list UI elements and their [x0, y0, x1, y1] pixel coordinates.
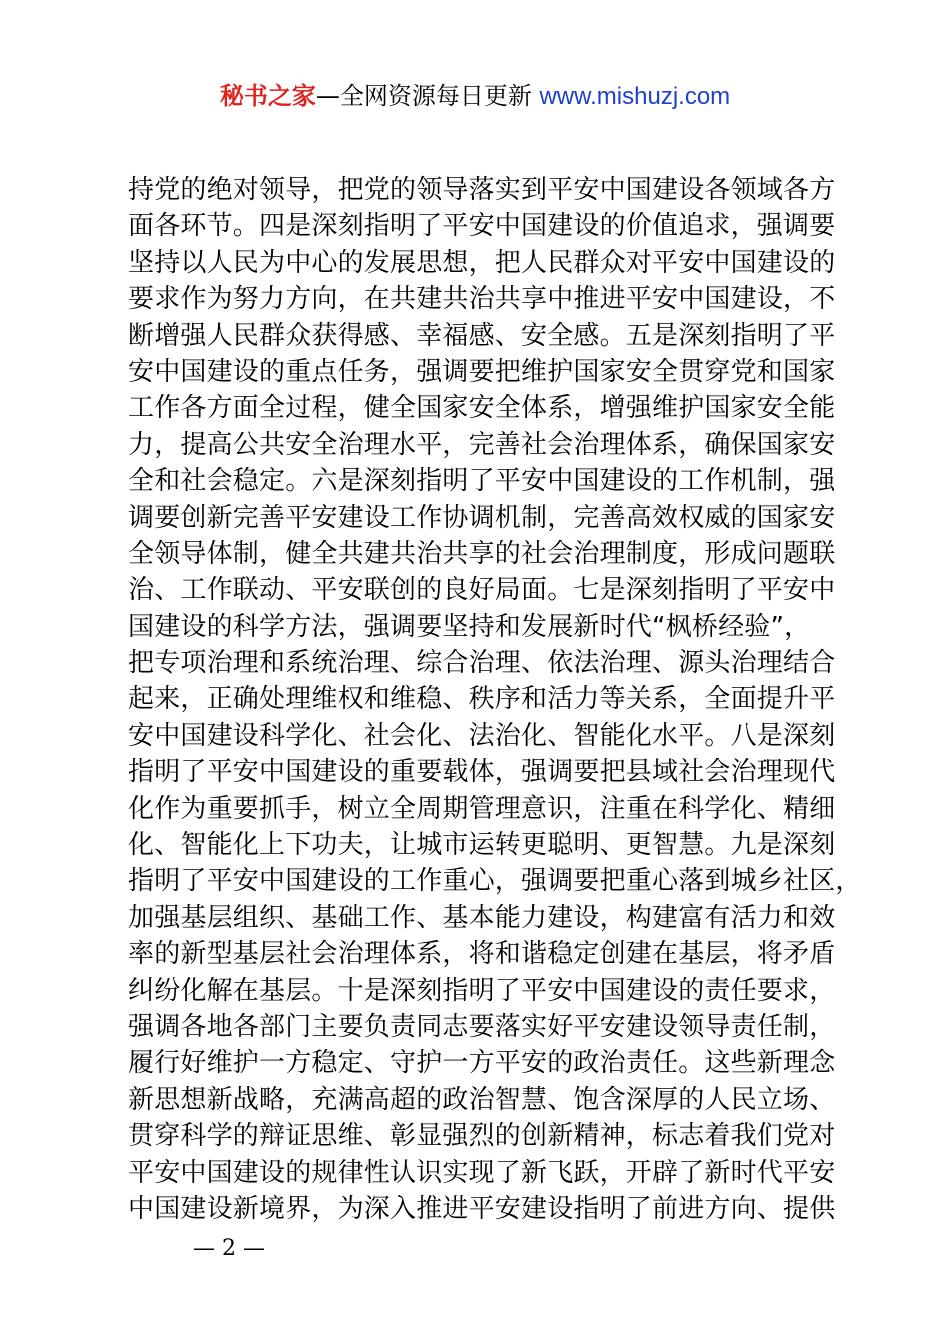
site-tagline: —全网资源每日更新 [315, 82, 532, 110]
body-text-line: 贯穿科学的辩证思维、彰显强烈的创新精神，标志着我们党对 [128, 1121, 836, 1152]
body-text-line: 强调各地各部门主要负责同志要落实好平安建设领导责任制， [128, 1011, 836, 1042]
site-brand-name: 秘书之家 [219, 82, 316, 110]
body-text-line: 断增强人民群众获得感、幸福感、安全感。五是深刻指明了平 [128, 320, 836, 351]
body-text-line: 力，提高公共安全治理水平，完善社会治理体系，确保国家安 [128, 429, 836, 460]
body-text-line: 治、工作联动、平安联创的良好局面。七是深刻指明了平安中 [128, 575, 836, 606]
body-text-line: 安中国建设的重点任务，强调要把维护国家安全贯穿党和国家 [128, 356, 836, 387]
body-text-line: 国建设的科学方法，强调要坚持和发展新时代“枫桥经验”， [128, 611, 811, 642]
site-url-link[interactable]: www.mishuzj.com [539, 83, 731, 110]
body-text-line: 指明了平安中国建设的工作重心，强调要把重心落到城乡社区， [128, 866, 862, 897]
body-text-line: 全领导体制，健全共建共治共享的社会治理制度，形成问题联 [128, 538, 836, 569]
body-text-line: 指明了平安中国建设的重要载体，强调要把县域社会治理现代 [128, 757, 836, 788]
body-text-line: 纠纷化解在基层。十是深刻指明了平安中国建设的责任要求， [128, 975, 836, 1006]
site-banner [0, 80, 950, 113]
body-text-line: 加强基层组织、基础工作、基本能力建设，构建富有活力和效 [128, 902, 836, 933]
body-text-line: 中国建设新境界，为深入推进平安建设指明了前进方向、提供 [128, 1193, 836, 1224]
body-text-line: 化、智能化上下功夫，让城市运转更聪明、更智慧。九是深刻 [128, 830, 836, 861]
body-text-line: 坚持以人民为中心的发展思想，把人民群众对平安中国建设的 [128, 247, 836, 278]
page-number: — 2 — [193, 1236, 265, 1261]
body-text-line: 率的新型基层社会治理体系，将和谐稳定创建在基层，将矛盾 [128, 939, 836, 970]
body-text-line: 化作为重要抓手，树立全周期管理意识，注重在科学化、精细 [128, 793, 836, 824]
body-text-line: 持党的绝对领导，把党的领导落实到平安中国建设各领域各方 [128, 175, 836, 205]
body-text-line: 面各环节。四是深刻指明了平安中国建设的价值追求，强调要 [128, 211, 836, 242]
body-text-line: 调要创新完善平安建设工作协调机制，完善高效权威的国家安 [128, 502, 836, 533]
body-text-line: 安中国建设科学化、社会化、法治化、智能化水平。八是深刻 [128, 720, 836, 751]
body-text-line: 平安中国建设的规律性认识实现了新飞跃，开辟了新时代平安 [128, 1157, 836, 1188]
body-text-line: 起来，正确处理维权和维稳、秩序和活力等关系，全面提升平 [128, 684, 836, 715]
body-text-line: 工作各方面全过程，健全国家安全体系，增强维护国家安全能 [128, 393, 836, 424]
document-body [128, 172, 862, 1227]
body-text-line: 要求作为努力方向，在共建共治共享中推进平安中国建设，不 [128, 284, 836, 315]
body-text-line: 全和社会稳定。六是深刻指明了平安中国建设的工作机制，强 [128, 466, 836, 497]
body-text-line: 把专项治理和系统治理、综合治理、依法治理、源头治理结合 [128, 648, 836, 679]
body-text-line: 新思想新战略，充满高超的政治智慧、饱含深厚的人民立场、 [128, 1084, 836, 1115]
body-text-line: 履行好维护一方稳定、守护一方平安的政治责任。这些新理念 [128, 1048, 836, 1079]
